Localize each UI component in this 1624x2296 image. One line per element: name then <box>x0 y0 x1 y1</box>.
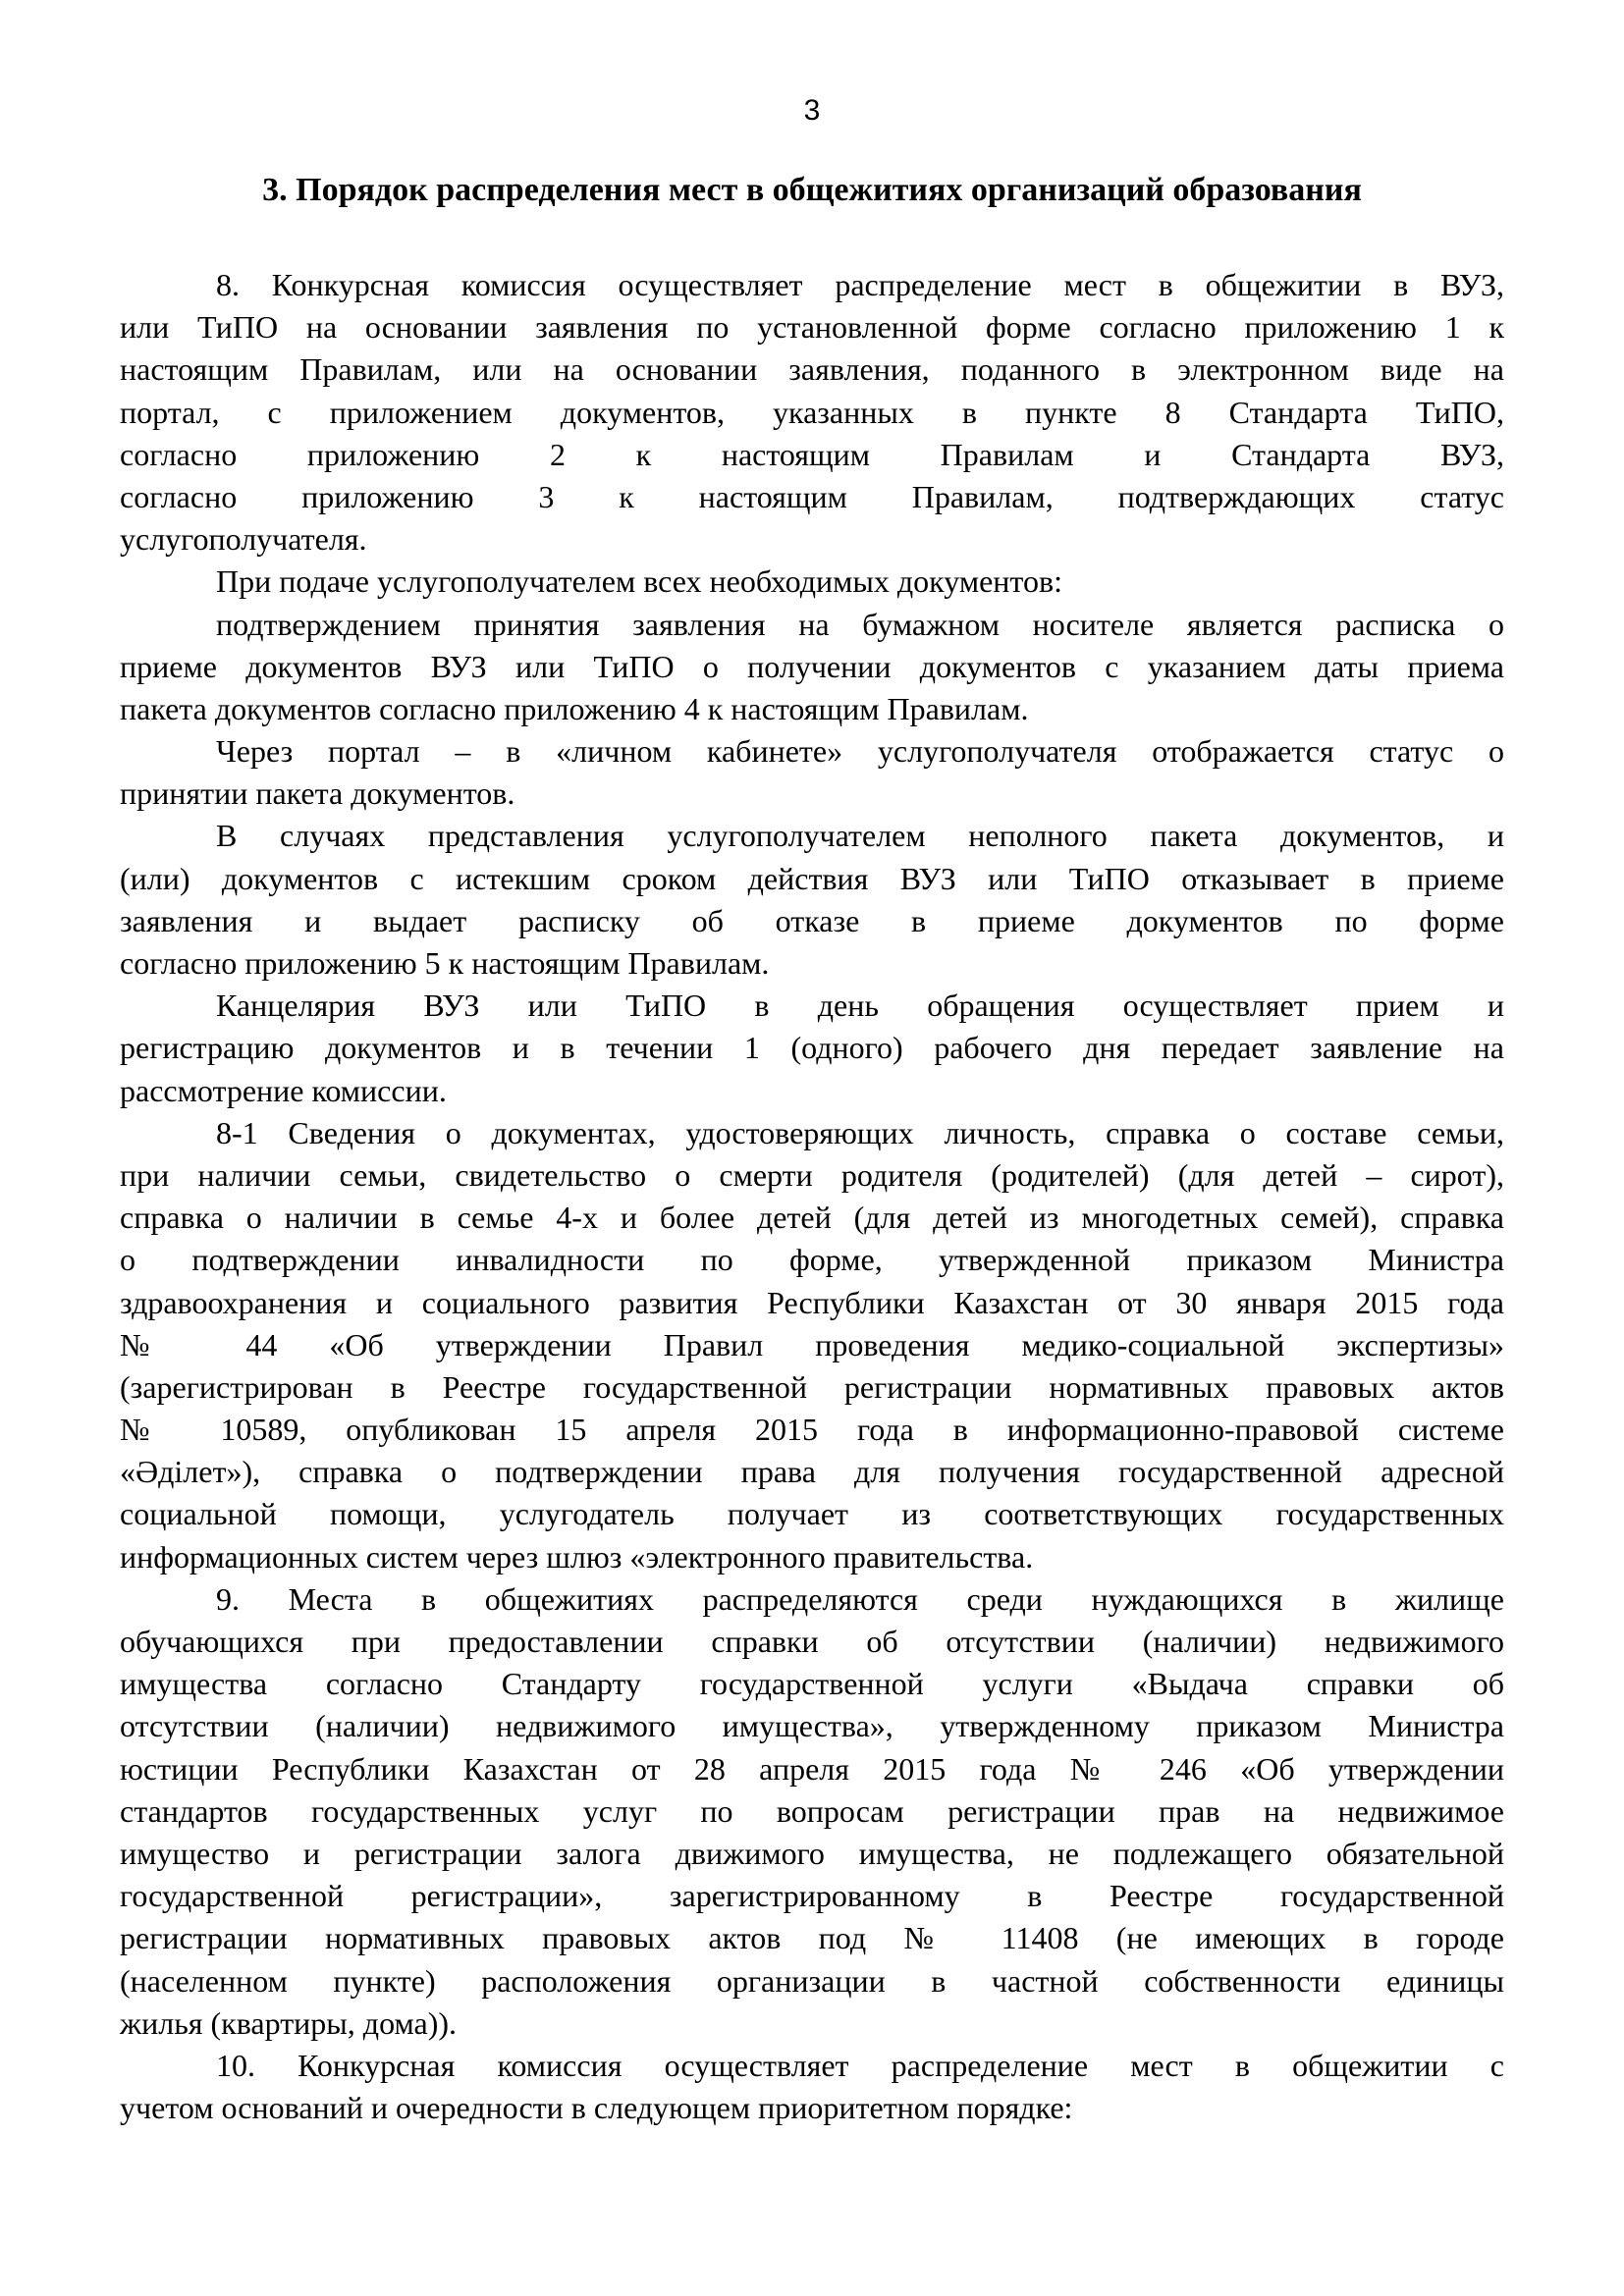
text-line: 8-1 Сведения о документах, удостоверяющих личность, справка о составе семьи, <box>216 1114 1504 1150</box>
text-line: отсутствии (наличии) недвижимого имущества», утвержденному приказом Министра <box>120 1708 1504 1744</box>
text-line: 9. Места в общежитиях распределяются среди нуждающихся в жилище <box>216 1580 1504 1617</box>
text-line: принятии пакета документов. <box>120 775 515 812</box>
text-line: согласно приложению 5 к настоящим Правилам. <box>120 945 770 981</box>
page-number: 3 <box>803 94 821 127</box>
text-line: настоящим Правилам, или на основании заявления, поданного в электронном виде на <box>120 351 1504 388</box>
text-line: имущество и регистрации залога движимого имущества, не подлежащего обязательной <box>120 1835 1504 1871</box>
text-line: (зарегистрирован в Реестре государственной регистрации нормативных правовых актов <box>120 1368 1504 1405</box>
text-line: при наличии семьи, свидетельство о смерти родителя (родителей) (для детей – сирот), <box>120 1156 1504 1193</box>
text-line: портал, с приложением документов, указанных в пункте 8 Стандарта ТиПО, <box>120 394 1504 430</box>
text-line: справка о наличии в семье 4-х и более детей (для детей из многодетных семей), справка <box>120 1200 1504 1236</box>
paragraph <box>120 561 1504 603</box>
paragraph <box>120 1112 1504 1578</box>
text-line: юстиции Республики Казахстан от 28 апреля 2015 года № 246 «Об утверждении <box>120 1750 1504 1787</box>
text-line: регистрацию документов и в течении 1 (одного) рабочего дня передает заявление на <box>120 1030 1504 1066</box>
text-line: В случаях представления услугополучателем неполного пакета документов, и <box>216 818 1504 854</box>
paragraph <box>120 1578 1504 2045</box>
text-line: услугополучателя. <box>120 521 367 558</box>
text-line: здравоохранения и социального развития Республики Казахстан от 30 января 2015 года <box>120 1284 1504 1320</box>
text-line: № 10589, опубликован 15 апреля 2015 года в информационно-правовой системе <box>120 1412 1504 1448</box>
text-line: приеме документов ВУЗ или ТиПО о получении документов с указанием даты приема <box>120 648 1504 684</box>
document-body <box>120 264 1504 2129</box>
text-line: информационных систем через шлюз «электронного правительства. <box>120 1538 1034 1575</box>
text-line: согласно приложению 2 к настоящим Правилам и Стандарта ВУЗ, <box>120 436 1504 472</box>
text-line: подтверждением принятия заявления на бумажном носителе является расписка о <box>216 606 1504 642</box>
text-line: жилья (квартиры, дома)). <box>120 2004 458 2041</box>
paragraph <box>120 604 1504 731</box>
text-line: пакета документов согласно приложению 4 к настоящим Правилам. <box>120 690 1029 726</box>
paragraph <box>120 985 1504 1112</box>
text-line: согласно приложению 3 к настоящим Правилам, подтверждающих статус <box>120 478 1504 514</box>
text-line: Через портал – в «личном кабинете» услугополучателя отображается статус о <box>216 733 1504 770</box>
text-line: Канцелярия ВУЗ или ТиПО в день обращения осуществляет прием и <box>216 988 1504 1024</box>
text-line: или ТиПО на основании заявления по установленной форме согласно приложению 1 к <box>120 309 1504 346</box>
text-line: обучающихся при предоставлении справки об отсутствии (наличии) недвижимого <box>120 1624 1504 1659</box>
text-line: учетом оснований и очередности в следующем приоритетном порядке: <box>120 2090 1073 2126</box>
text-line: «Әділет»), справка о подтверждении права для получения государственной адресной <box>120 1454 1504 1490</box>
text-line: При подаче услугополучателем всех необходимых документов: <box>216 563 1062 600</box>
paragraph <box>120 264 1504 561</box>
paragraph <box>120 815 1504 985</box>
text-line: (населенном пункте) расположения организации в частной собственности единицы <box>120 1962 1504 1999</box>
paragraph <box>120 730 1504 815</box>
text-line: государственной регистрации», зарегистрированному в Реестре государственной <box>120 1878 1504 1914</box>
text-line: о подтверждении инвалидности по форме, утвержденной приказом Министра <box>120 1242 1504 1278</box>
text-line: заявления и выдает расписку об отказе в приеме документов по форме <box>120 902 1504 938</box>
section-heading: 3. Порядок распределения мест в общежитиях организаций образования <box>262 172 1362 208</box>
text-line: рассмотрение комиссии. <box>120 1072 447 1108</box>
text-line: стандартов государственных услуг по вопросам регистрации прав на недвижимое <box>120 1792 1504 1829</box>
text-line: регистрации нормативных правовых актов под № 11408 (не имеющих в городе <box>120 1920 1504 1956</box>
text-line: 8. Конкурсная комиссия осуществляет распределение мест в общежитии в ВУЗ, <box>216 267 1504 302</box>
paragraph <box>120 2045 1504 2129</box>
text-line: социальной помощи, услугодатель получает из соответствующих государственных <box>120 1496 1504 1532</box>
text-line: (или) документов с истекшим сроком действия ВУЗ или ТиПО отказывает в приеме <box>120 860 1504 896</box>
text-line: имущества согласно Стандарту государственной услуги «Выдача справки об <box>120 1666 1504 1702</box>
text-line: 10. Конкурсная комиссия осуществляет распределение мест в общежитии с <box>216 2047 1504 2083</box>
text-line: № 44 «Об утверждении Правил проведения медико-социальной экспертизы» <box>120 1326 1504 1362</box>
